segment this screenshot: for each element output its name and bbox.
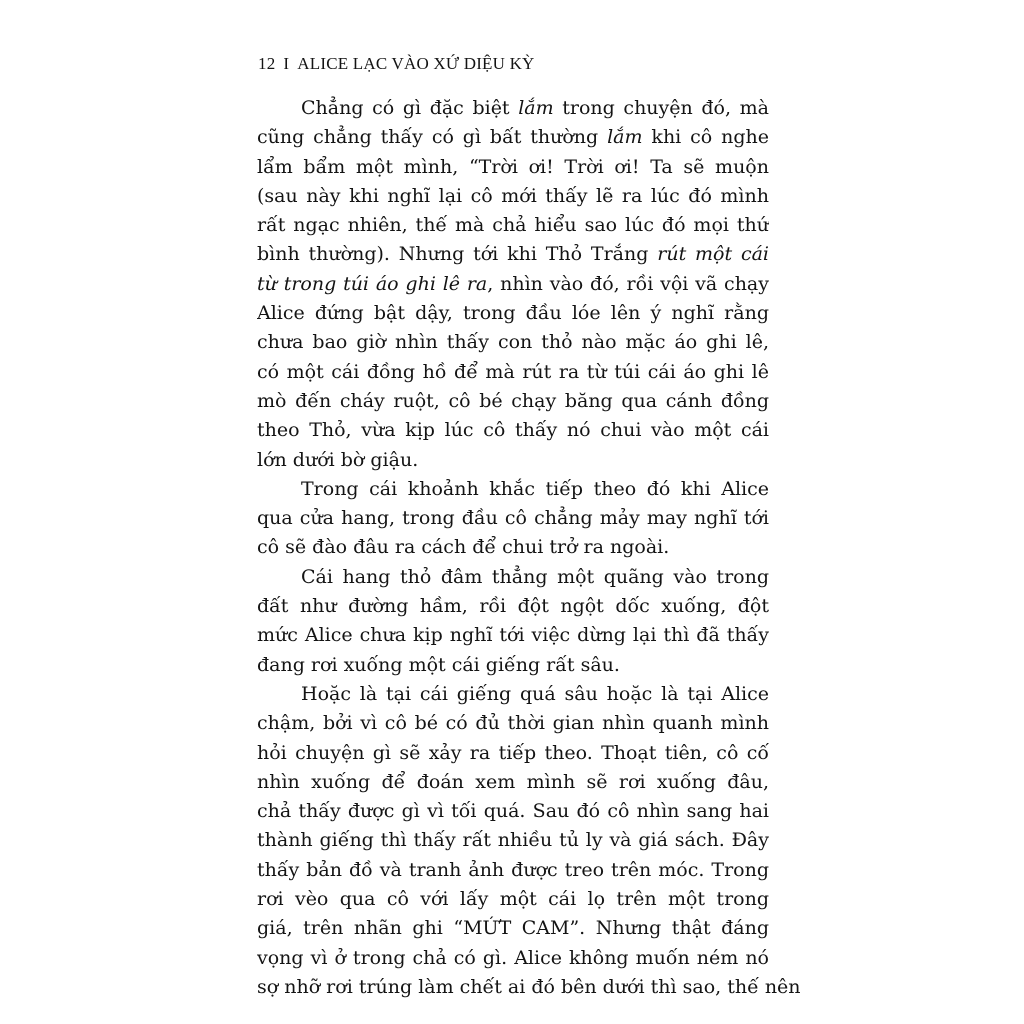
text-line [257,914,769,943]
text-run: khi cô nghe [651,126,769,149]
text-run: mò đến cháy ruột, cô bé chạy băng qua cánh đồng [257,389,769,412]
text-line [257,709,769,738]
text-line [257,797,769,826]
text-line [257,240,769,269]
header-separator: I [283,54,290,73]
text-run: qua cửa hang, trong đầu cô chẳng mảy may nghĩ tới [257,507,769,530]
text-run: giá, trên nhãn ghi “MỨT CAM”. Nhưng thật đáng [257,917,769,940]
text-run: đang rơi xuống một cái giếng rất sâu. [257,653,620,676]
text-run: theo Thỏ, vừa kịp lúc cô thấy nó chui vào một cái [257,419,769,442]
text-line [257,563,769,592]
text-run: lẩm bẩm một mình, “Trời ơi! Trời ơi! Ta sẽ muộn [257,155,769,178]
text-line [257,651,769,680]
paragraph [257,563,769,680]
italic-text: lắm [518,97,554,119]
italic-text: lắm [607,126,643,149]
text-run: Cái hang thỏ đâm thẳng một quãng vào trong [301,565,769,588]
text-run: sợ nhỡ rơi trúng làm chết ai đó bên dưới thì sao, thế nên [257,975,801,998]
text-run: (sau này khi nghĩ lại cô mới thấy lẽ ra lúc đó mình [257,184,769,207]
text-run: đất như đường hầm, rồi đột ngột dốc xuống, đột [257,595,769,618]
text-run: Chẳng có gì đặc biệt [301,97,519,119]
text-line [257,387,769,416]
text-run: hỏi chuyện gì sẽ xảy ra tiếp theo. Thoạt tiên, cô cố [257,741,769,764]
text-line [257,94,769,123]
body-text [257,94,801,1002]
paragraph [257,94,769,475]
text-run: chưa bao giờ nhìn thấy con thỏ nào mặc áo ghi lê, [257,331,769,354]
text-run: Alice đứng bật dậy, trong đầu lóe lên ý nghĩ rằng [257,302,769,325]
text-run: cô sẽ đào đâu ra cách để chui trở ra ngoài. [257,536,670,559]
text-run: Trong cái khoảnh khắc tiếp theo đó khi Alice [301,477,769,500]
text-run: , nhìn vào đó, rồi vội vã chạy [487,272,769,295]
text-line [257,739,769,768]
text-run: trong chuyện đó, mà [562,97,769,119]
text-line [257,358,769,387]
text-line [257,533,769,562]
paragraph [257,475,769,563]
paragraph [257,680,801,1002]
text-line [257,475,769,504]
book-title: ALICE LẠC VÀO XỨ DIỆU KỲ [297,54,535,73]
text-line [257,826,769,855]
italic-text: từ trong túi áo ghi lê ra [257,272,488,295]
text-line [257,504,769,533]
text-run: có một cái đồng hồ để mà rút ra từ túi cái áo ghi lê [257,360,769,383]
text-line [257,621,769,650]
text-line [257,446,769,475]
text-line [257,680,769,709]
text-line [257,856,769,885]
italic-text: rút một cái [657,243,769,266]
running-header [258,54,535,74]
text-run: mức Alice chưa kịp nghĩ tới việc dừng lại thì đã thấy [257,624,769,647]
text-run: cũng chẳng thấy có gì bất thường [257,126,608,149]
text-run: thành giếng thì thấy rất nhiều tủ ly và giá sách. Đây [257,829,769,852]
text-line [257,299,769,328]
text-run: Hoặc là tại cái giếng quá sâu hoặc là tại Alice [301,682,769,705]
text-line [257,328,769,357]
text-run: thấy bản đồ và tranh ảnh được treo trên móc. Trong [257,858,769,881]
text-line [257,944,769,973]
text-run: rất ngạc nhiên, thế mà chả hiểu sao lúc đó mọi thứ [257,214,769,237]
text-run: lớn dưới bờ giậu. [257,448,419,471]
text-line [257,416,769,445]
text-run: bình thường). Nhưng tới khi Thỏ Trắng [257,243,658,266]
text-line [257,270,769,299]
text-line [257,182,769,211]
text-run: vọng vì ở trong chả có gì. Alice không muốn ném nó [257,946,769,969]
text-line [257,768,769,797]
text-line [257,592,769,621]
text-run: chả thấy được gì vì tối quá. Sau đó cô nhìn sang hai [257,800,769,823]
text-run: nhìn xuống để đoán xem mình sẽ rơi xuống đâu, [257,770,769,793]
text-line [257,153,769,182]
text-line [257,885,769,914]
text-run: rơi vèo qua cô với lấy một cái lọ trên một trong [257,888,769,911]
text-run: chậm, bởi vì cô bé có đủ thời gian nhìn quanh mình [257,712,769,735]
text-line [257,211,769,240]
page-number: 12 [258,54,276,73]
text-line [257,123,769,152]
text-line [257,973,801,1002]
